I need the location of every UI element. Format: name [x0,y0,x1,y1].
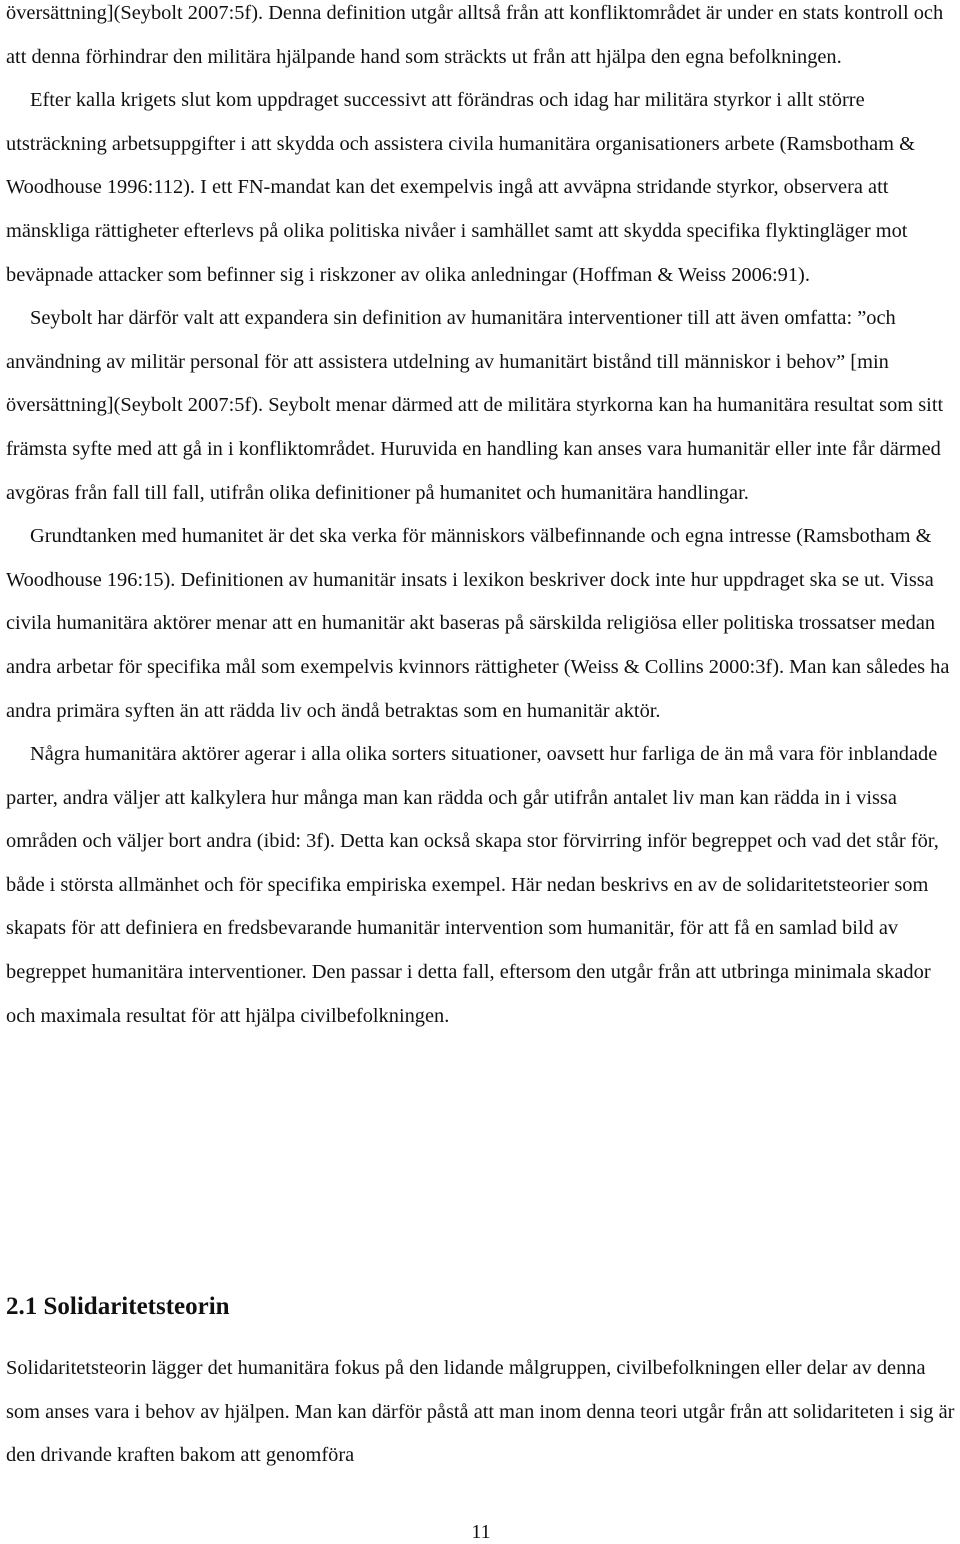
page-number: 11 [471,1521,491,1543]
paragraph-humanity: Grundtanken med humanitet är det ska verka för människors välbefinnande och egna intresse (Ramsbotham & Woodhouse 196:15). Definitionen av humanitär insats i lexikon beskriver dock inte hur uppdraget ska se ut. Vissa civila humanitära aktörer menar att en humanitär akt baseras på särskilda religiösa eller politiska trossatser medan andra arbetar för specifika mål som exempelvis kvinnors rättigheter (Weiss & Collins 2000:3f). Man kan således ha andra primära syften än att rädda liv och ändå betraktas som en humanitär aktör. [6,525,950,722]
main-text-flow [6,0,956,1038]
section-heading: 2.1 Solidaritetsteorin [6,1293,230,1320]
paragraph-cold-war: Efter kalla krigets slut kom uppdraget successivt att förändras och idag har militära styrkor i allt större utsträckning arbetsuppgifter i att skydda och assistera civila humanitära organisationers arbete (Ramsbotham & Woodhouse 1996:112). I ett FN-mandat kan det exempelvis ingå att avväpna stridande styrkor, observera att mänskliga rättigheter efterlevs på olika politiska nivåer i samhället samt att skydda specifika flyktingläger mot beväpnade attacker som befinner sig i riskzoner av olika anledningar (Hoffman & Weiss 2006:91). [6,89,916,286]
document-page [6,0,956,1543]
paragraph-continuation: översättning](Seybolt 2007:5f). Denna definition utgår alltså från att konfliktområdet är under en stats kontroll och att denna förhindrar den militära hjälpande hand som sträckts ut från att hjälpa den egna befolkningen. [6,2,944,68]
paragraph-solidarity-theory: Solidaritetsteorin lägger det humanitära fokus på den lidande målgruppen, civilbefolkningen eller delar av denna som anses vara i behov av hjälpen. Man kan därför påstå att man inom denna teori utgår från att solidariteten i sig är den drivande kraften bakom att genomföra [6,1357,955,1467]
paragraph-humanitarian-actors: Några humanitära aktörer agerar i alla olika sorters situationer, oavsett hur farliga de än må vara för inblandade parter, andra väljer att kalkylera hur många man kan rädda och går utifrån antalet liv man kan rädda in i vissa områden och väljer bort andra (ibid: 3f). Detta kan också skapa stor förvirring inför begreppet och vad det står för, både i största allmänhet och för specifika empiriska exempel. Här nedan beskrivs en av de solidaritetsteorier som skapats för att definiera en fredsbevarande humanitär intervention som humanitär, för att få en samlad bild av begreppet humanitära interventioner. Den passar i detta fall, eftersom den utgår från att utbringa minimala skador och maximala resultat för att hjälpa civilbefolkningen. [6,743,939,1027]
section-body [6,1347,956,1478]
paragraph-seybolt-definition: Seybolt har därför valt att expandera sin definition av humanitära interventioner till att även omfatta: ”och användning av militär personal för att assistera utdelning av humanitärt bistånd till människor i behov” [min översättning](Seybolt 2007:5f). Seybolt menar därmed att de militära styrkorna kan ha humanitära resultat som sitt främsta syfte med att gå in i konfliktområdet. Huruvida en handling kan anses vara humanitär eller inte får därmed avgöras från fall till fall, utifrån olika definitioner på humanitet och humanitära handlingar. [6,307,944,504]
